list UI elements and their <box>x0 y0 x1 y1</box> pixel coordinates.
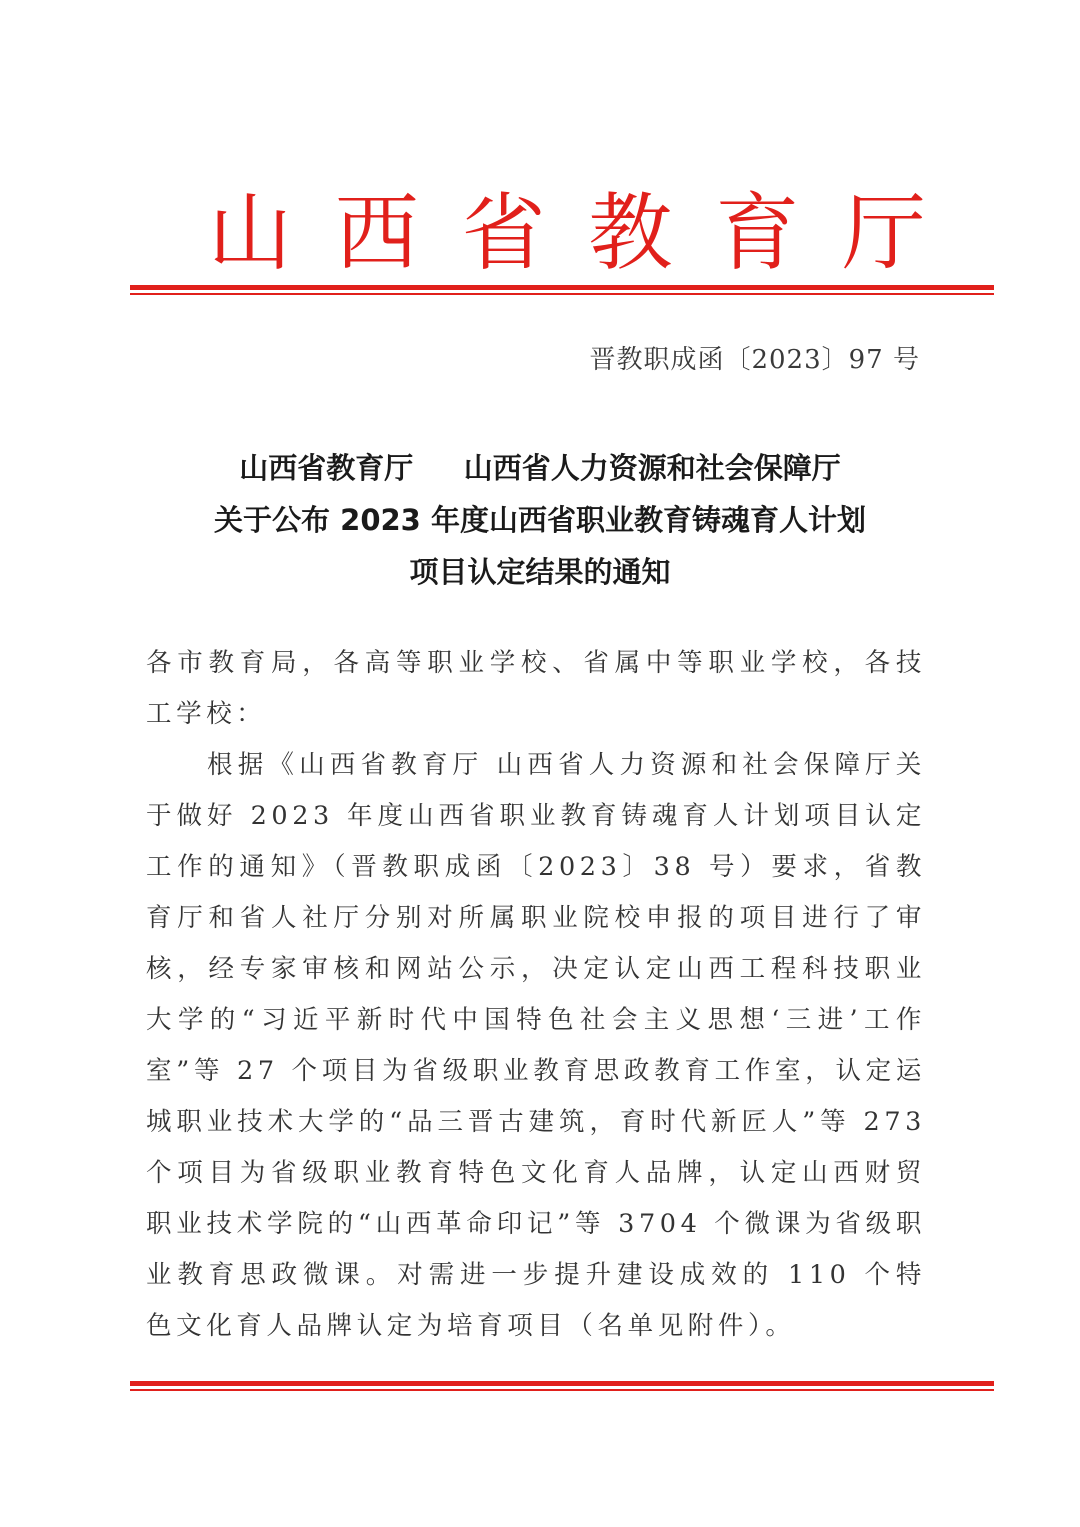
footer-rule-thin <box>130 1389 994 1391</box>
footer-red-rule <box>130 1381 994 1391</box>
document-body <box>146 638 926 1352</box>
title-line-1: 山西省教育厅 山西省人力资源和社会保障厅 <box>239 451 841 485</box>
header-rule-thin <box>130 293 994 295</box>
document-title <box>0 442 1080 598</box>
header-rule-thick <box>130 285 994 290</box>
footer-rule-thick <box>130 1381 994 1386</box>
body-paragraph: 根据《山西省教育厅 山西省人力资源和社会保障厅关于做好 2023 年度山西省职业教育铸魂育人计划项目认定工作的通知》（晋教职成函〔2023〕38 号）要求，省教育厅和省人社厅分别对所属职业院校申报的项目进行了审核，经专家审核和网站公示，决定认定山西工程科技职业大学的“习近平新时代中国特色社会主义思想‘三进’工作室”等 27 个项目为省级职业教育思政教育工作室，认定运城职业技术大学的“品三晋古建筑，育时代新匠人”等 273 个项目为省级职业教育特色文化育人品牌，认定山西财贸职业技术学院的“山西革命印记”等 3704 个微课为省级职业教育思政微课。对需进一步提升建设成效的 110 个特色文化育人品牌认定为培育项目（名单见附件）。 <box>146 750 926 1341</box>
masthead-char: 西 <box>334 184 419 282</box>
masthead-char: 教 <box>588 184 673 282</box>
masthead <box>130 185 994 281</box>
masthead-char: 厅 <box>841 184 926 282</box>
header-red-rule <box>130 285 994 295</box>
title-line-3: 项目认定结果的通知 <box>409 555 671 589</box>
masthead-char: 育 <box>715 184 800 282</box>
masthead-char: 省 <box>461 184 546 282</box>
document-number: 晋教职成函〔2023〕97 号 <box>589 345 920 375</box>
masthead-char: 山 <box>208 184 293 282</box>
salutation: 各市教育局，各高等职业学校、省属中等职业学校，各技工学校： <box>146 648 926 729</box>
title-line-2: 关于公布 2023 年度山西省职业教育铸魂育人计划 <box>214 503 866 537</box>
